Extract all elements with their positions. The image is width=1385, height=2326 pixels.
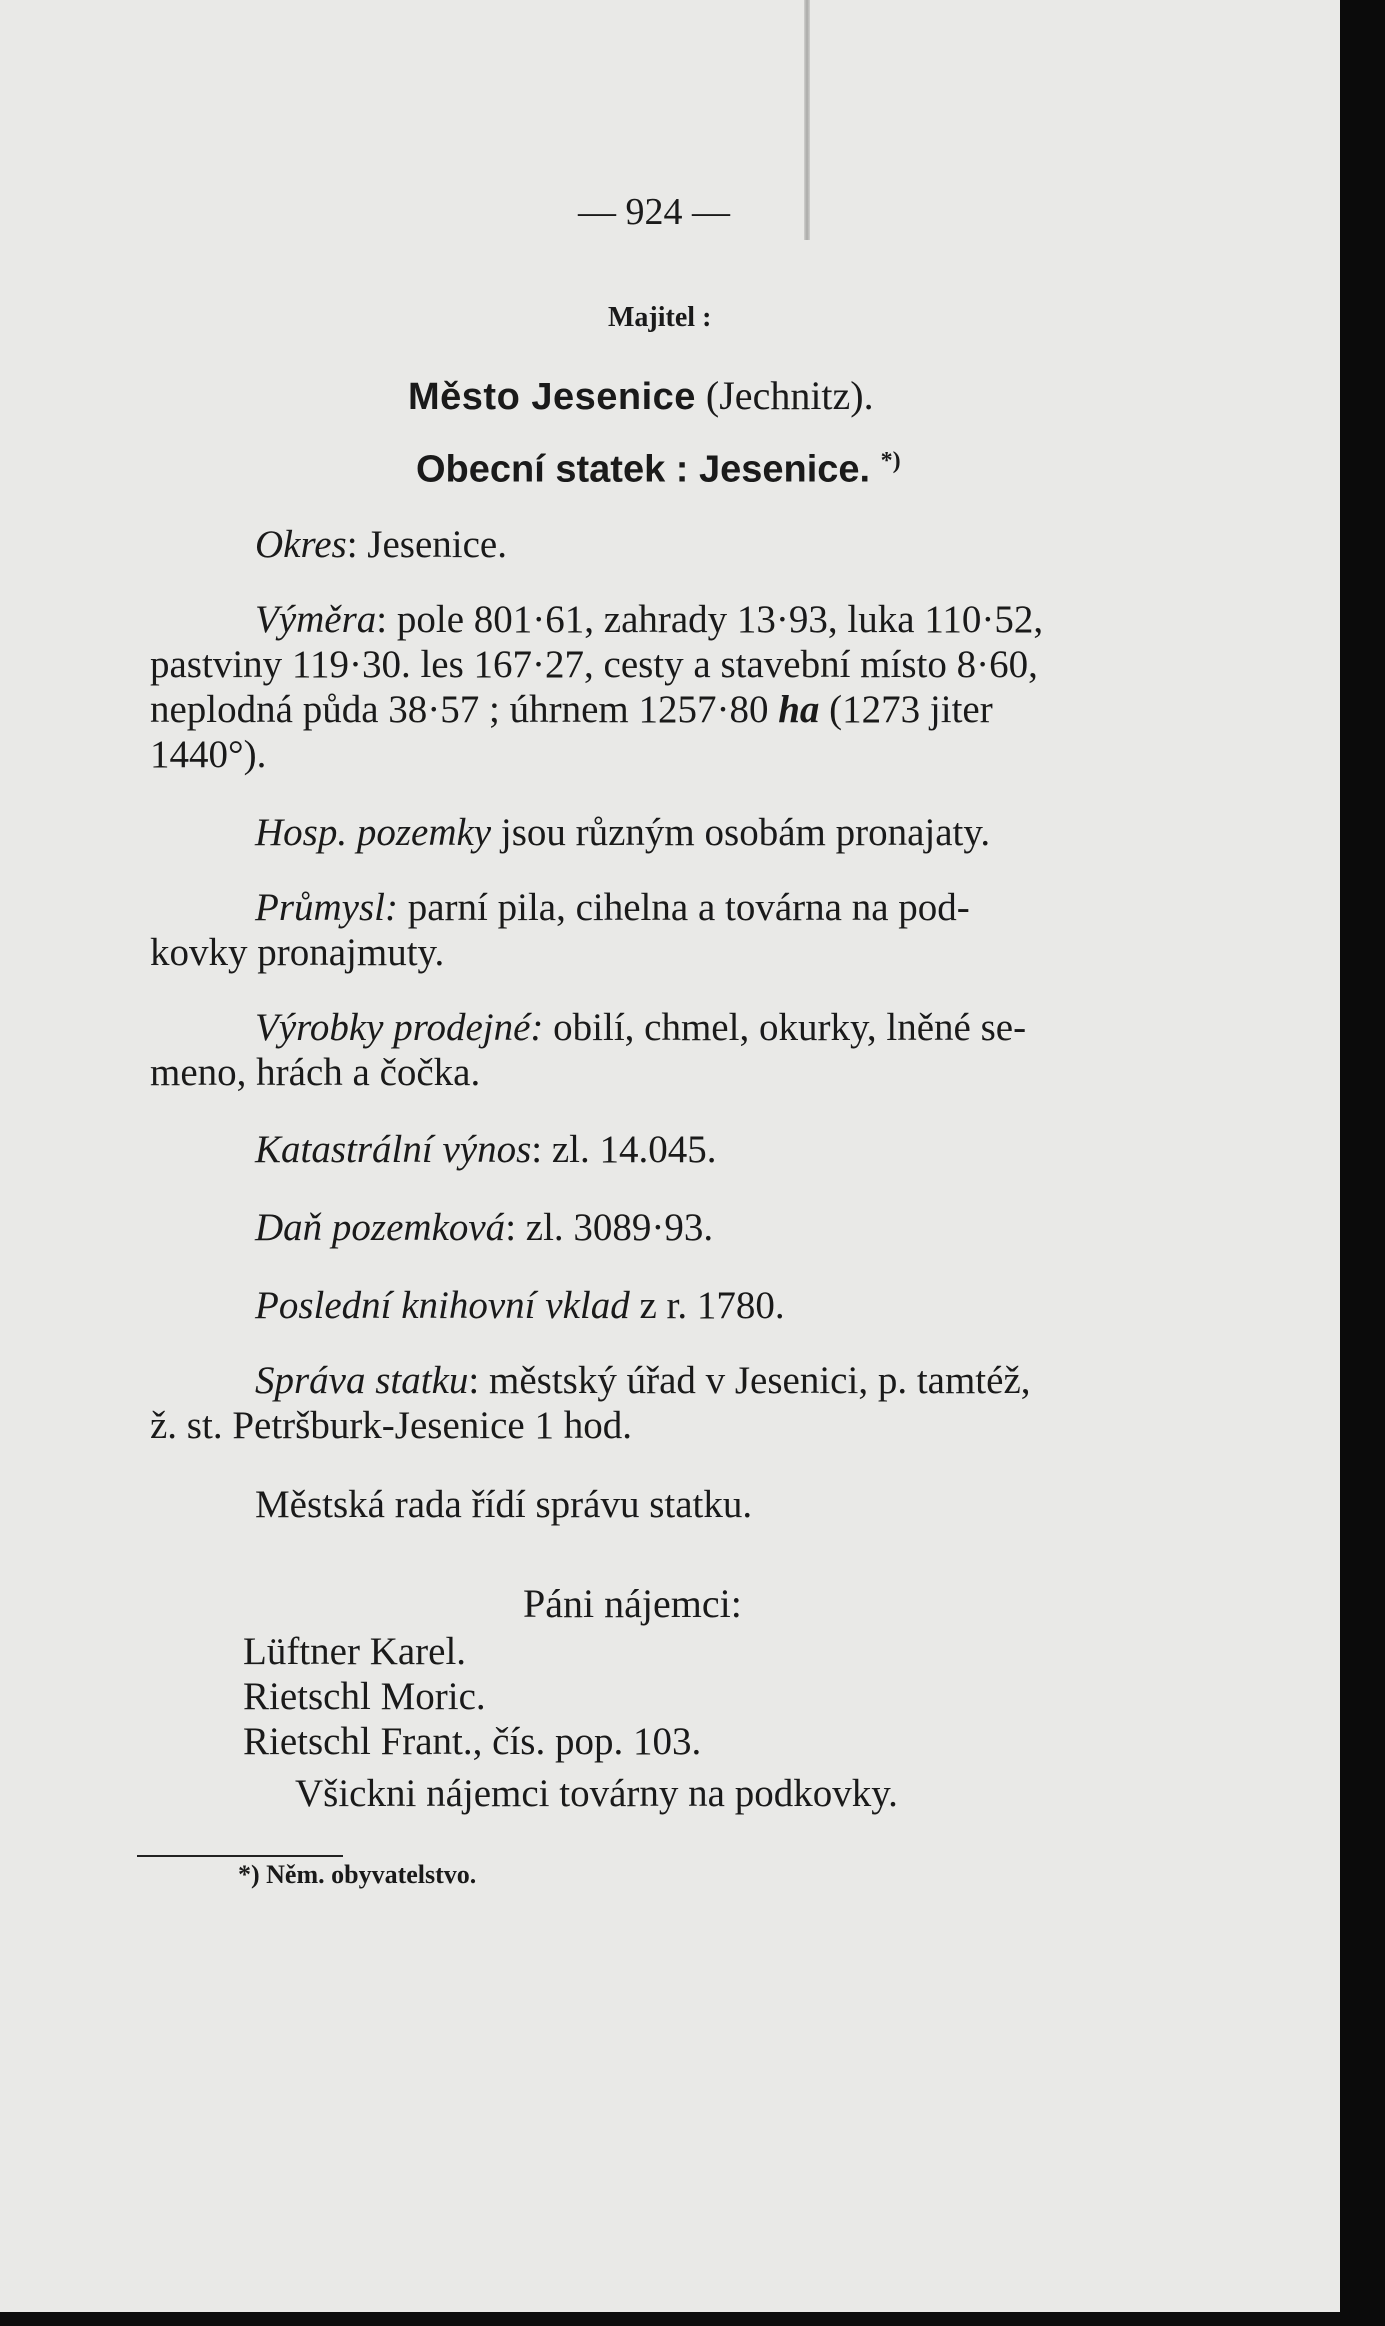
owner-german-name: (Jechnitz). bbox=[705, 373, 874, 418]
tenant-item: Rietschl Frant., čís. pop. 103. bbox=[243, 1720, 702, 1763]
last-land-registry-entry: Poslední knihovní vklad z r. 1780. bbox=[255, 1284, 785, 1327]
industry-paragraph: Průmysl: parní pila, cihelna a továrna na pod- kovky pronajmuty. bbox=[150, 886, 970, 974]
binding-shadow bbox=[804, 0, 810, 240]
tenants-title: Páni nájemci: bbox=[523, 1581, 742, 1626]
cadastral-yield: Katastrální výnos: zl. 14.045. bbox=[255, 1128, 717, 1171]
tenants-note: Všickni nájemci továrny na podkovky. bbox=[295, 1772, 898, 1815]
acreage-line-1: Výměra: pole 801·61, zahrady 13·93, luka 110·52, bbox=[255, 598, 1044, 641]
estate-heading bbox=[416, 448, 901, 492]
land-tax: Daň pozemková: zl. 3089·93. bbox=[255, 1206, 714, 1249]
farmland-label: Hosp. pozemky bbox=[255, 811, 492, 854]
farmland-text: jsou různým osobám pronajaty. bbox=[491, 811, 991, 854]
estate-label: Obecní statek : Jesenice. bbox=[416, 448, 871, 491]
hectare-unit: ha bbox=[778, 688, 820, 731]
farmland-paragraph bbox=[150, 810, 1175, 855]
tenant-item: Lüftner Karel. bbox=[243, 1630, 467, 1673]
district-line bbox=[255, 522, 507, 567]
acreage-line-2: pastviny 119·30. les 167·27, cesty a stavební místo 8·60, bbox=[150, 643, 1038, 686]
acreage-label: Výměra bbox=[255, 598, 377, 641]
district-label: Okres bbox=[255, 523, 347, 566]
acreage-paragraph bbox=[150, 597, 1175, 777]
scan-edge bbox=[1340, 0, 1385, 2326]
products-label: Výrobky prodejné: bbox=[255, 1006, 544, 1049]
owner-label: Majitel : bbox=[608, 302, 712, 333]
page-number: — 924 — bbox=[578, 191, 730, 233]
acreage-line-4: 1440°). bbox=[150, 733, 267, 776]
council-note: Městská rada řídí správu statku. bbox=[255, 1483, 753, 1526]
industry-label: Průmysl: bbox=[255, 886, 398, 929]
estate-footnote-mark: *) bbox=[880, 448, 901, 474]
footnote: *) Něm. obyvatelstvo. bbox=[238, 1860, 477, 1889]
administration-paragraph: Správa statku: městský úřad v Jesenici, p. tamtéž, ž. st. Petršburk-Jesenice 1 hod. bbox=[150, 1359, 1031, 1447]
products-paragraph: Výrobky prodejné: obilí, chmel, okurky, lněné se- meno, hrách a čočka. bbox=[150, 1006, 1027, 1094]
owner-name: Město Jesenice bbox=[408, 376, 696, 418]
owner-heading bbox=[408, 372, 874, 419]
footnote-rule bbox=[137, 1855, 343, 1857]
district-value: : Jesenice. bbox=[346, 523, 507, 566]
acreage-line-3: neplodná půda 38·57 ; úhrnem 1257·80 ha (1273 jiter bbox=[150, 688, 993, 731]
tenant-item: Rietschl Moric. bbox=[243, 1675, 486, 1718]
